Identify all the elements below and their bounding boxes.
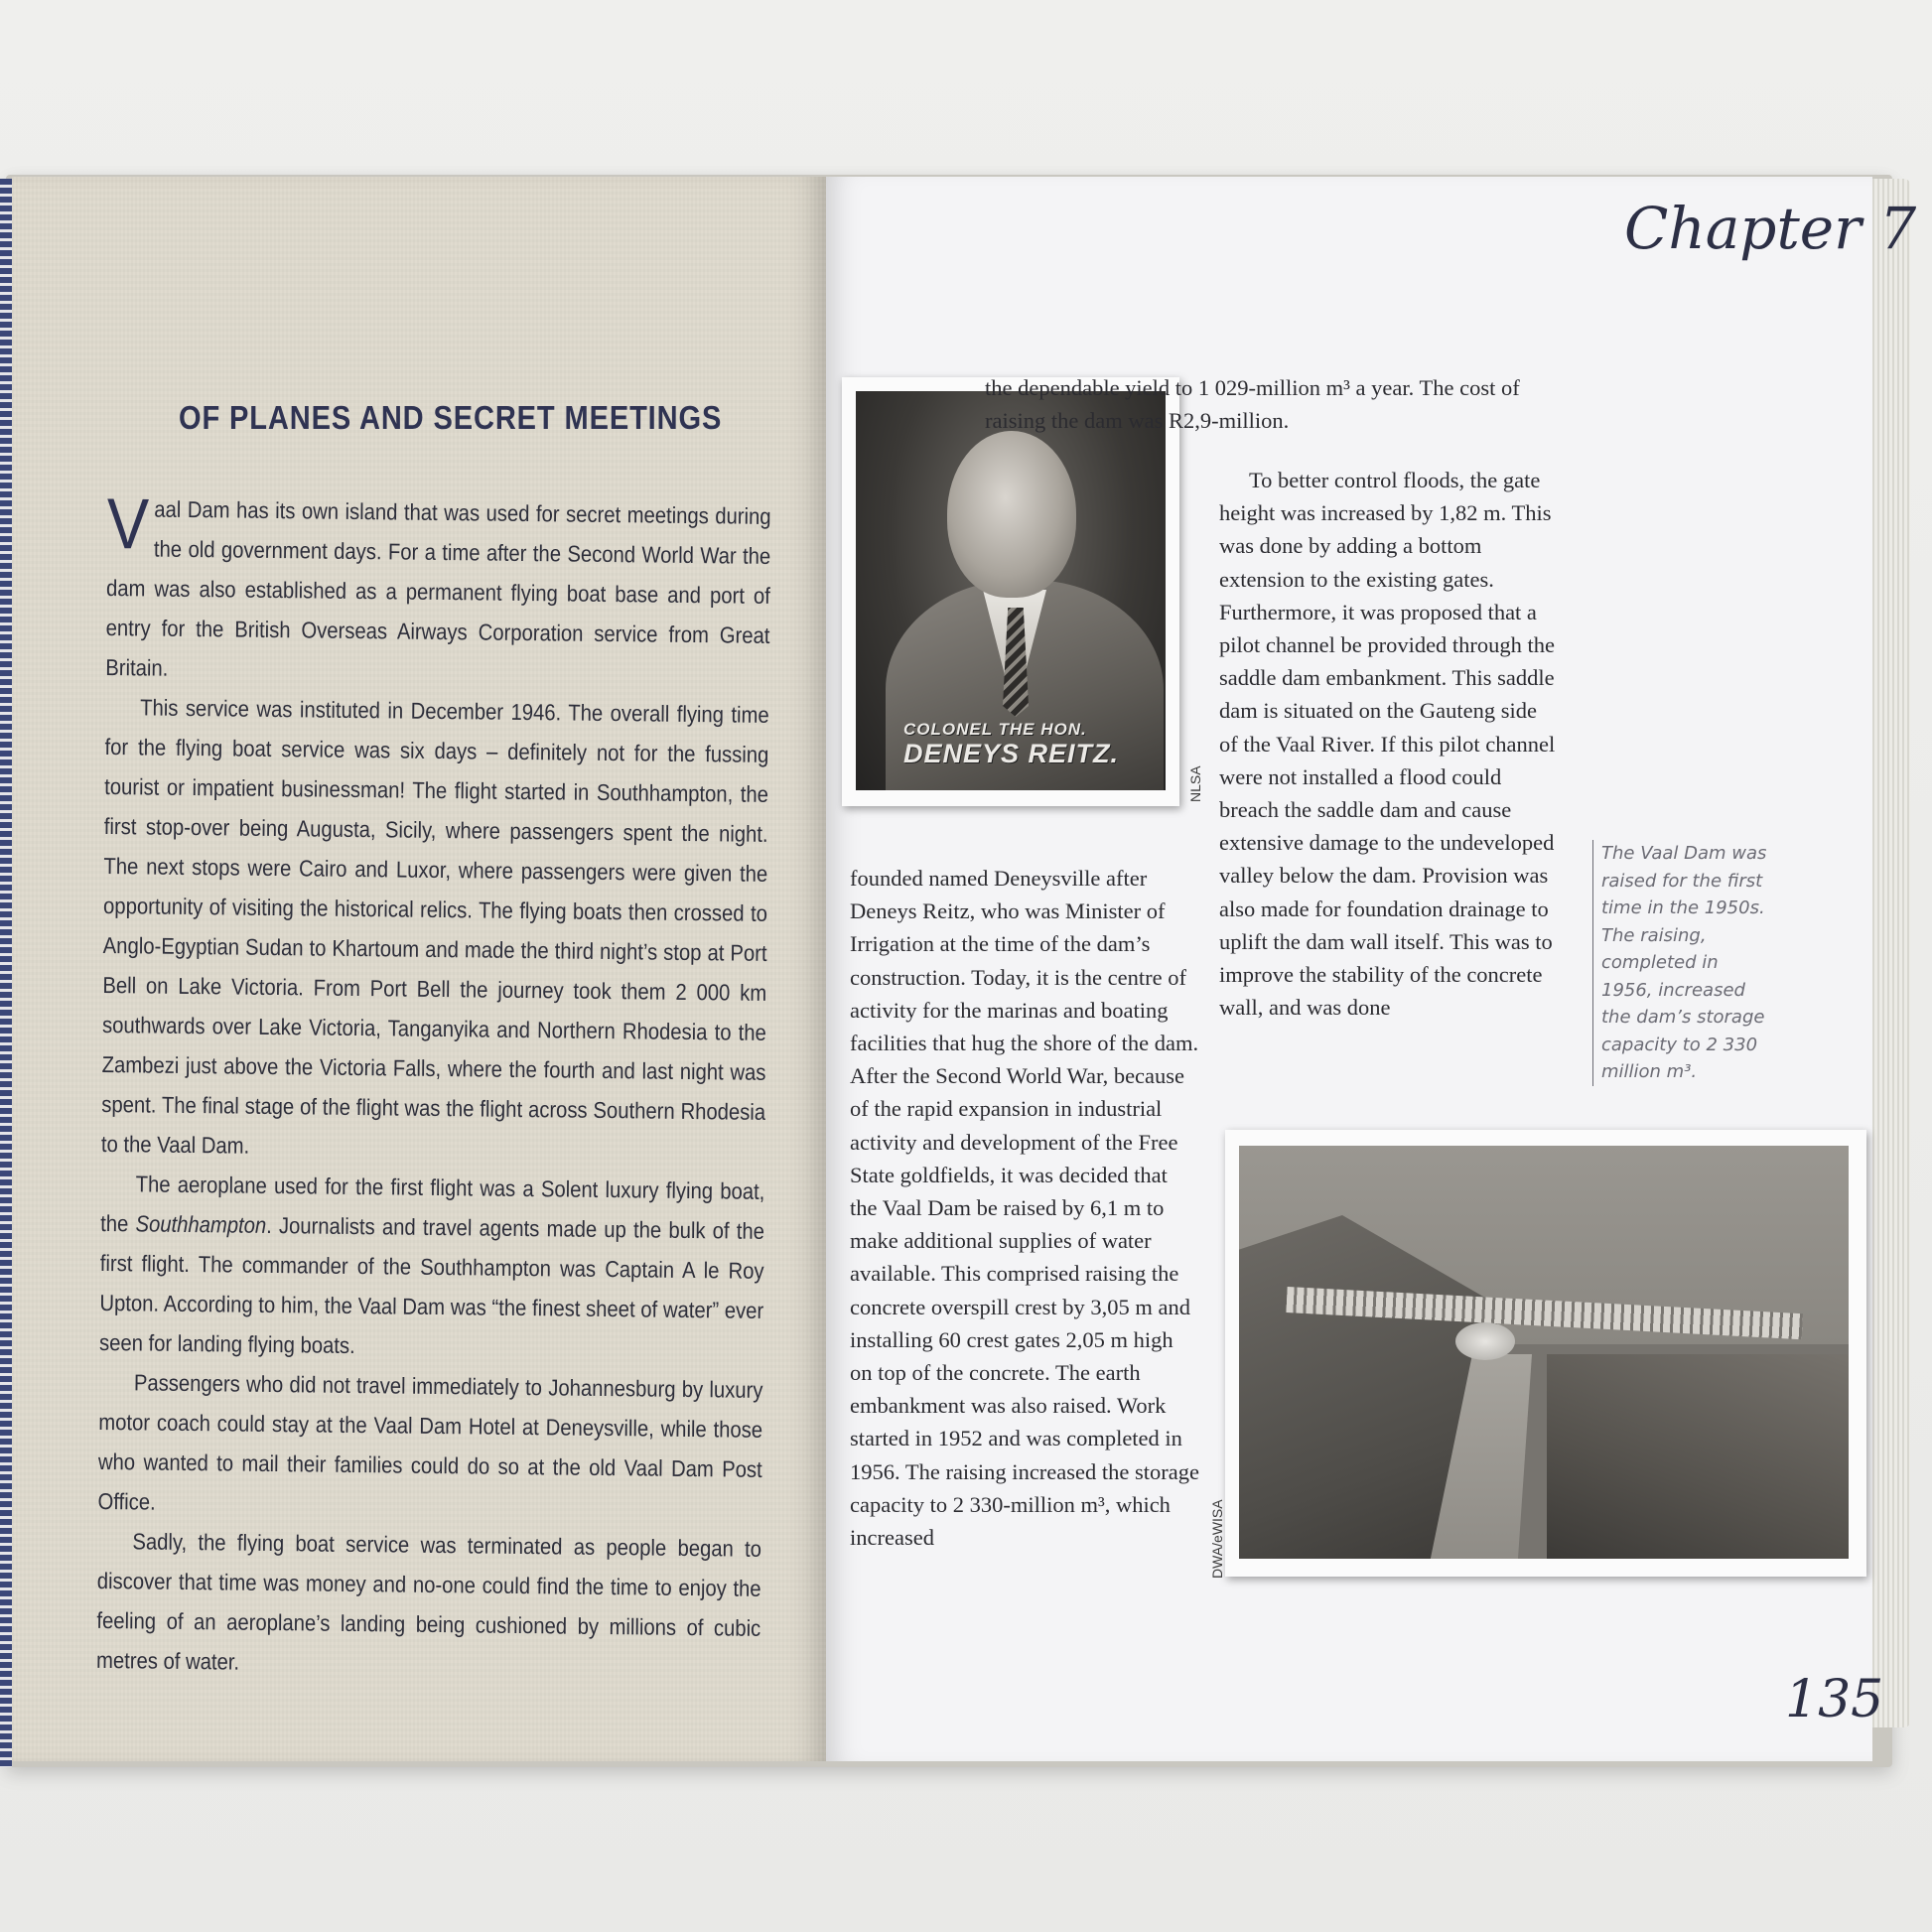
dam-photo bbox=[1225, 1130, 1866, 1577]
paragraph-5: Sadly, the flying boat service was terminated as people began to discover that time was money and no-one could find the time to enjoy the feeling of an aeroplane’s landing being cushioned by millions of cubic metres of water. bbox=[96, 1528, 762, 1675]
dam-right-bank bbox=[1547, 1354, 1849, 1559]
left-page-body bbox=[96, 484, 771, 1688]
paragraph-2: This service was instituted in December 1946. The overall flying time for the flying boat service was six days – definitely not for the fussing tourist or impatient businessman! The flight started in Southhampton, the first stop-over being Augusta, Sicily, where passengers spent the night. The next stops were Cairo and Luxor, where passengers were given the opportunity of visiting the historical relics. The flying boats then crossed to Anglo-Egyptian Sudan to Khartoum and made the third night’s stop at Port Bell on Lake Victoria. From Port Bell the journey took them 2 000 km southwards over Lake Victoria, Tanganyika and Northern Rhodesia to the Zambezi just above the Victoria Falls, where the fourth and last night was spent. The final stage of the flight was the flight across Southern Rhodesia to the Vaal Dam. bbox=[100, 694, 769, 1159]
paragraph-1 bbox=[105, 484, 771, 695]
portrait-image bbox=[856, 391, 1166, 790]
paragraph-3 bbox=[99, 1164, 765, 1370]
page-edges bbox=[1872, 179, 1910, 1727]
ship-name: Southhampton bbox=[135, 1210, 267, 1238]
right-column-top bbox=[985, 371, 1557, 437]
section-heading: OF PLANES AND SECRET MEETINGS bbox=[179, 399, 723, 436]
portrait-photo bbox=[842, 377, 1179, 806]
dam-aerial-image bbox=[1239, 1146, 1849, 1559]
portrait-caption-title: COLONEL THE HON. bbox=[903, 720, 1087, 739]
book-spine-edge bbox=[0, 179, 12, 1767]
paragraph-4: Passengers who did not travel immediately to Johannesburg by luxury motor coach could stay at the Vaal Dam Hotel at Deneysville, while those who wanted to mail their families could do so at the old Vaal Dam Post Office. bbox=[97, 1369, 763, 1515]
paragraph-3-end: . Journalists and travel agents made up the bulk of the first flight. The commander of the Southhampton was Captain A le Roy Upton. According to him, the Vaal Dam was “the finest sheet of water” ever seen for landing flying boats. bbox=[98, 1211, 765, 1359]
flood-control-paragraph: To better control floods, the gate height was increased by 1,82 m. This was done by adding a bottom extension to the existing gates. Furthermore, it was proposed that a pilot channel be provided through the saddle dam embankment. This saddle dam is situated on the Gauteng side of the Vaal River. If this pilot channel were not installed a flood could breach the saddle dam and cause extensive damage to the undeveloped valley below the dam. Provision was also made for foundation drainage to uplift the dam wall itself. This was to improve the stability of the concrete wall, and was done bbox=[1219, 468, 1556, 1021]
deneysville-paragraph: founded named Deneysville after Deneys Reitz, who was Minister of Irrigation at the time of the dam’s construction. Today, it is the centre of activity for the marinas and boating facilities that hug the shore of the dam. After the Second World War, because of the rapid expansion in industrial activity and development of the Free State goldfields, it was decided that the Vaal Dam be raised by 6,1 m to make additional supplies of water available. This comprised raising the concrete overspill crest by 3,05 m and installing 60 crest gates 2,05 m high on top of the concrete. The earth embankment was also raised. Work started in 1952 and was completed in 1956. The raising increased the storage capacity to 2 330-million m³, which increased bbox=[850, 866, 1199, 1551]
paragraph-1-text: aal Dam has its own island that was used for secret meetings during the old government days. For a time after the Second World War the dam was also established as a permanent flying boat base and port of entry for the British Overseas Airways Corporation service from Great Britain. bbox=[105, 495, 771, 681]
portrait-caption-name: DENEYS REITZ. bbox=[903, 738, 1120, 768]
dam-spillway-spray bbox=[1455, 1322, 1515, 1360]
page-number: 135 bbox=[1785, 1670, 1884, 1729]
dam-photo-credit: DWA/eWISA bbox=[1209, 1499, 1225, 1579]
yield-paragraph: the dependable yield to 1 029-million m³ a year. The cost of raising the dam was R2,9-million. bbox=[985, 375, 1520, 434]
portrait-caption bbox=[903, 721, 1162, 768]
chapter-title: Chapter 7 bbox=[1624, 195, 1917, 262]
photo-side-caption: The Vaal Dam was raised for the first time in the 1950s. The raising, completed in 1956, increased the dam’s storage capacity to 2 330 million m³. bbox=[1592, 840, 1770, 1086]
portrait-head bbox=[947, 431, 1076, 598]
paragraph-3-start: The aeroplane used for the first flight was a Solent luxury flying boat, the bbox=[100, 1171, 765, 1237]
right-column bbox=[1219, 464, 1561, 1024]
drop-cap: V bbox=[106, 484, 150, 565]
portrait-credit: NLSA bbox=[1187, 765, 1203, 802]
middle-column bbox=[850, 862, 1199, 1554]
